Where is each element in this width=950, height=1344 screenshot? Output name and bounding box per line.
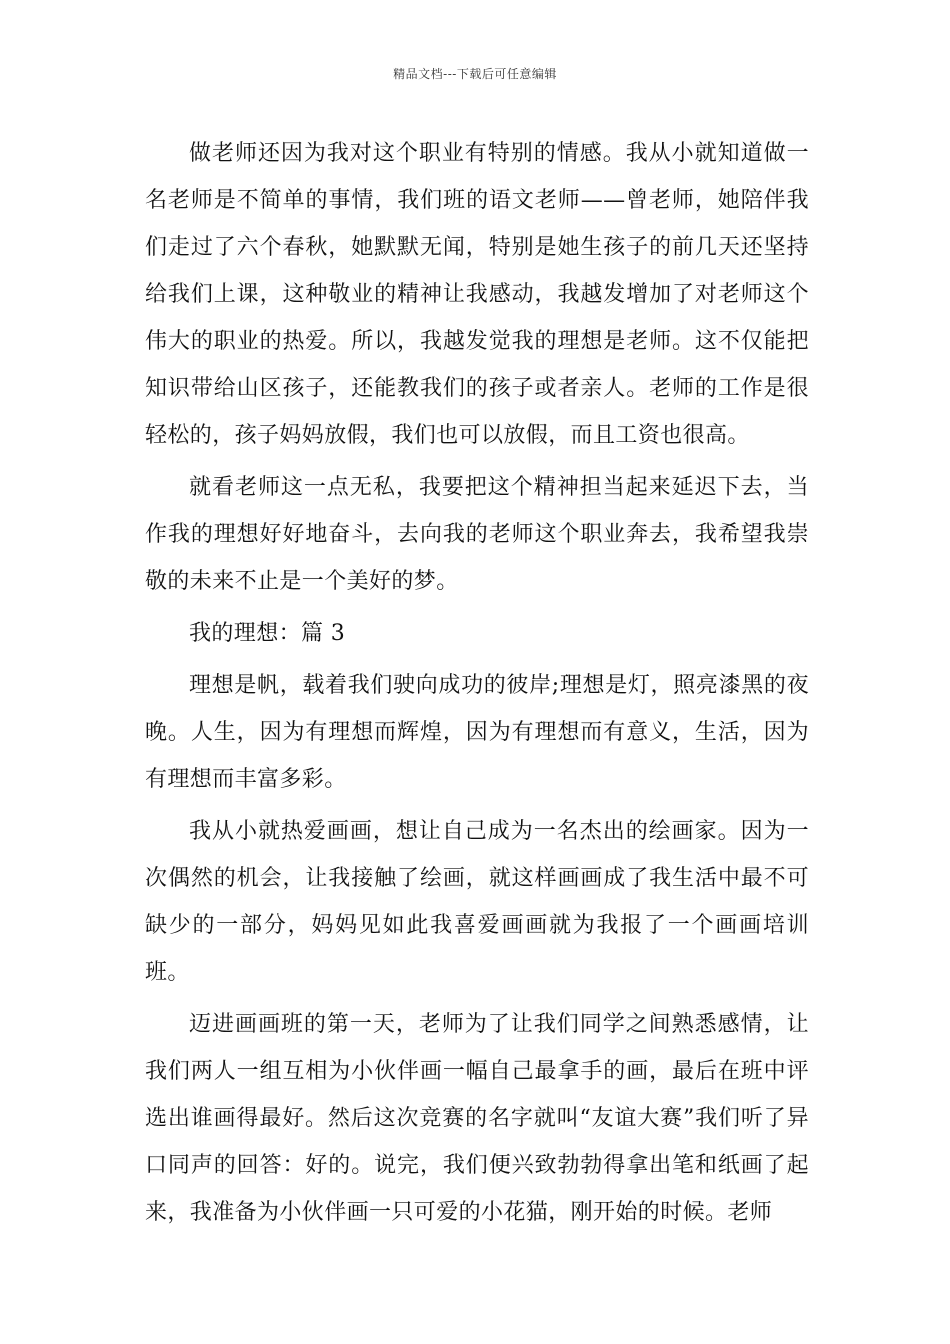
- section-heading: 我的理想：篇 3: [189, 621, 346, 646]
- document-body: [145, 130, 809, 1236]
- paragraph: 就看老师这一点无私，我要把这个精神担当起来延迟下去，当作我的理想好好地奋斗，去向我的老师这个职业奔去，我希望我崇敬的未来不止是一个美好的梦。: [145, 475, 809, 594]
- paragraph: 理想是帆，载着我们驶向成功的彼岸;理想是灯，照亮漆黑的夜晚。人生，因为有理想而辉煌，因为有理想而有意义，生活，因为有理想而丰富多彩。: [145, 673, 809, 792]
- page-header: 精品文档---下载后可任意编辑: [393, 67, 557, 81]
- paragraph: 做老师还因为我对这个职业有特别的情感。我从小就知道做一名老师是不简单的事情，我们班的语文老师——曾老师，她陪伴我们走过了六个春秋，她默默无闻，特别是她生孩子的前几天还坚持给我们上课，这种敬业的精神让我感动，我越发增加了对老师这个伟大的职业的热爱。所以，我越发觉我的理想是老师。这不仅能把知识带给山区孩子，还能教我们的孩子或者亲人。老师的工作是很轻松的，孩子妈妈放假，我们也可以放假，而且工资也很高。: [145, 141, 809, 448]
- paragraph: 迈进画画班的第一天，老师为了让我们同学之间熟悉感情，让我们两人一组互相为小伙伴画一幅自己最拿手的画，最后在班中评选出谁画得最好。然后这次竞赛的名字就叫“友谊大赛”我们听了异口同声的回答：好的。说完，我们便兴致勃勃得拿出笔和纸画了起来，我准备为小伙伴画一只可爱的小花猫，刚开始的时候。老师: [145, 1012, 809, 1225]
- paragraph: 我从小就热爱画画，想让自己成为一名杰出的绘画家。因为一次偶然的机会，让我接触了绘画，就这样画画成了我生活中最不可缺少的一部分，妈妈见如此我喜爱画画就为我报了一个画画培训班。: [145, 819, 809, 985]
